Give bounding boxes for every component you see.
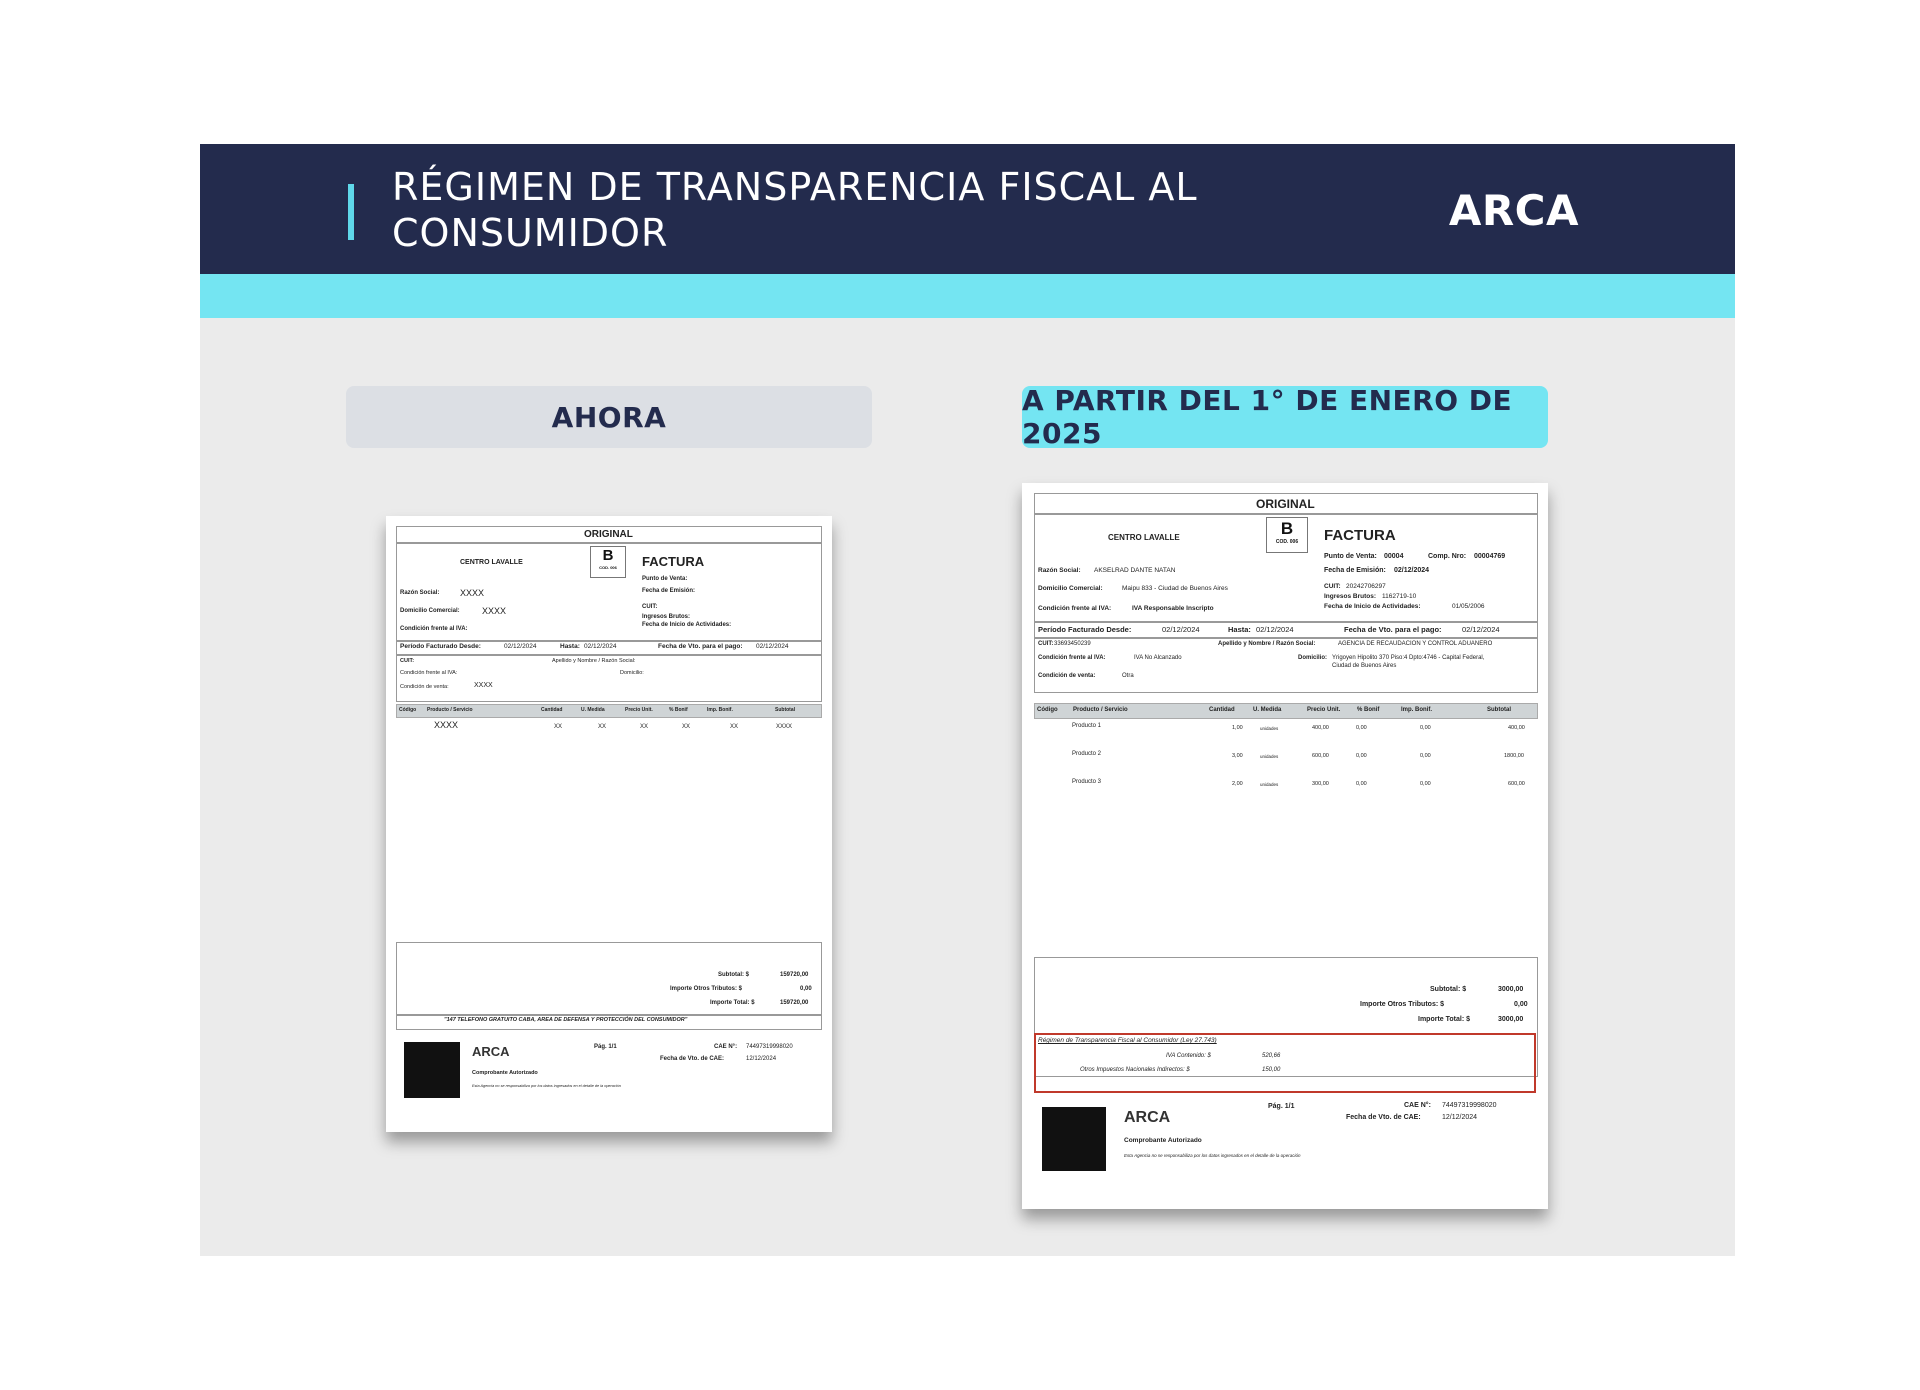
cae-label: CAE N°:: [714, 1044, 738, 1050]
col-cantidad: Cantidad: [1209, 707, 1235, 713]
disclaimer: Esta Agencia no se responsabiliza por los datos ingresados en el detalle de la operación: [472, 1084, 621, 1088]
condicion-venta-label: Condición de venta:: [400, 684, 449, 690]
client-iva-label: Condición frente al IVA:: [1038, 655, 1106, 661]
invoice-letter: B: [602, 547, 614, 564]
condicion-iva-label: Condición frente al IVA:: [400, 626, 468, 632]
label-from-2025: A PARTIR DEL 1° DE ENERO DE 2025: [1022, 386, 1548, 448]
periodo-desde-label: Período Facturado Desde:: [400, 643, 481, 650]
periodo-desde-value: 02/12/2024: [1162, 625, 1200, 634]
row-subtotal: 1800,00: [1504, 753, 1524, 759]
comprobante-autorizado: Comprobante Autorizado: [1124, 1137, 1202, 1144]
client-nombre-value: AGENCIA DE RECAUDACION Y CONTROL ADUANERO: [1338, 641, 1493, 647]
vto-pago-value: 02/12/2024: [756, 643, 789, 650]
fecha-emision-label: Fecha de Emisión:: [642, 588, 696, 594]
items-table-header: [396, 704, 822, 718]
cyan-stripe: [200, 274, 1735, 318]
cae-vto-label: Fecha de Vto. de CAE:: [1346, 1114, 1421, 1121]
invoice-letter-box: [590, 546, 626, 578]
cae-vto-label: Fecha de Vto. de CAE:: [660, 1056, 725, 1062]
hasta-value: 02/12/2024: [1256, 625, 1294, 634]
row-precio: 400,00: [1312, 725, 1329, 731]
comp-nro-value: 00004769: [1474, 553, 1506, 560]
domicilio-value: Maipu 833 - Ciudad de Buenos Aires: [1122, 585, 1228, 592]
row-cantidad: XX: [554, 724, 563, 730]
row-producto: Producto 1: [1072, 723, 1102, 729]
invoice-letter-box: [1266, 517, 1308, 553]
row-producto: Producto 3: [1072, 779, 1102, 785]
col-precio: Precio Unit.: [625, 707, 653, 713]
invoice-letter: B: [1280, 519, 1294, 538]
pagina: Pág. 1/1: [1268, 1103, 1295, 1110]
items-table-header: [1034, 703, 1538, 719]
col-bonif: % Bonif: [1357, 707, 1380, 713]
iva-contenido-label: IVA Contenido: $: [1166, 1053, 1211, 1059]
client-cuit-value: 33693450239: [1054, 641, 1091, 647]
row-subtotal: 400,00: [1508, 725, 1525, 731]
inicio-label: Fecha de Inicio de Actividades:: [1324, 603, 1421, 610]
invoice-current: [386, 516, 832, 1132]
row-bonif: 0,00: [1356, 753, 1367, 759]
invoice-letter-code: COD. 006: [1275, 539, 1299, 545]
total-label: Importe Total: $: [1418, 1016, 1470, 1023]
col-bonif: % Bonif: [669, 707, 688, 713]
footer-note: "147 TELEFONO GRATUITO CABA, AREA DE DEFENSA Y PROTECCIÓN DEL CONSUMIDOR": [444, 1017, 688, 1023]
pagina: Pág. 1/1: [594, 1044, 617, 1050]
row-producto: Producto 2: [1072, 751, 1102, 757]
client-iva-label: Condición frente al IVA:: [400, 670, 458, 676]
totals-box: [396, 942, 822, 1016]
col-codigo: Código: [399, 707, 417, 713]
row-umedida: unidades: [1260, 726, 1279, 731]
periodo-desde-label: Período Facturado Desde:: [1038, 625, 1132, 634]
condicion-venta-value: XXXX: [474, 682, 493, 689]
original-divider: [1034, 513, 1538, 515]
subtotal-label: Subtotal: $: [718, 972, 749, 978]
row-precio: 300,00: [1312, 781, 1329, 787]
row-bonif: 0,00: [1356, 781, 1367, 787]
condicion-venta-value: Otra: [1122, 673, 1134, 679]
row-impbonif: 0,00: [1420, 725, 1431, 731]
inicio-value: 01/05/2006: [1452, 603, 1485, 610]
razon-social-label: Razón Social:: [400, 590, 440, 596]
row-bonif: XX: [682, 724, 691, 730]
cae-value: 74497319998020: [1442, 1102, 1497, 1109]
client-domicilio-value-2: Ciudad de Buenos Aires: [1332, 663, 1397, 669]
transparencia-title: Régimen de Transparencia Fiscal al Consumidor (Ley 27.743): [1038, 1037, 1217, 1044]
cae-value: 74497319998020: [746, 1044, 793, 1050]
cae-vto-value: 12/12/2024: [1442, 1114, 1478, 1121]
label-now: AHORA: [346, 386, 872, 448]
client-cuit-label: CUIT:: [400, 658, 415, 664]
razon-social-value: XXXX: [460, 588, 485, 598]
accent-bar: [348, 184, 354, 240]
subtotal-label: Subtotal: $: [1430, 986, 1467, 993]
col-producto: Producto / Servicio: [1073, 707, 1128, 713]
iva-contenido-value: 520,66: [1262, 1053, 1281, 1059]
razon-social-label: Razón Social:: [1038, 567, 1081, 574]
row-precio: 600,00: [1312, 753, 1329, 759]
invoice-2025: [1022, 483, 1548, 1209]
invoice-letter-code: COD. 006: [599, 565, 617, 570]
col-umedida: U. Medida: [581, 707, 605, 713]
row-umedida: XX: [598, 724, 607, 730]
otros-tributos-label: Importe Otros Tributos: $: [1360, 1001, 1445, 1008]
col-subtotal: Subtotal: [775, 707, 795, 713]
punto-venta-label: Punto de Venta:: [642, 576, 688, 582]
col-producto: Producto / Servicio: [427, 707, 473, 713]
periodo-desde-value: 02/12/2024: [504, 643, 537, 650]
page-title: [392, 164, 1292, 256]
condicion-iva-label: Condición frente al IVA:: [1038, 605, 1112, 612]
doc-type: FACTURA: [1324, 527, 1396, 544]
col-subtotal: Subtotal: [1487, 707, 1511, 713]
row-umedida: unidades: [1260, 754, 1279, 759]
arca-logo: ARCA: [1124, 1109, 1171, 1126]
col-codigo: Código: [1037, 707, 1058, 713]
ingresos-brutos-value: 1162719-10: [1382, 593, 1417, 600]
otros-tributos-value: 0,00: [1514, 1001, 1528, 1008]
comprobante-autorizado: Comprobante Autorizado: [472, 1070, 538, 1076]
fecha-emision-value: 02/12/2024: [1394, 567, 1430, 574]
total-value: 3000,00: [1498, 1016, 1524, 1023]
row-impbonif: 0,00: [1420, 781, 1431, 787]
fecha-emision-label: Fecha de Emisión:: [1324, 567, 1386, 574]
vto-pago-label: Fecha de Vto. para el pago:: [1344, 625, 1442, 634]
qr-code-placeholder: [404, 1042, 460, 1098]
punto-venta-value: 00004: [1384, 553, 1404, 560]
comp-nro-label: Comp. Nro:: [1428, 553, 1467, 560]
row-impbonif: 0,00: [1420, 753, 1431, 759]
col-umedida: U. Medida: [1253, 707, 1282, 713]
row-precio: XX: [640, 724, 649, 730]
col-cantidad: Cantidad: [541, 707, 563, 713]
brand-logo: ARCA: [1448, 186, 1579, 235]
domicilio-value: XXXX: [482, 606, 507, 616]
total-label: Importe Total: $: [710, 1000, 755, 1006]
total-value: 159720,00: [780, 1000, 809, 1006]
subtotal-value: 159720,00: [780, 972, 809, 978]
original-label: ORIGINAL: [1256, 497, 1315, 511]
domicilio-label: Domicilio Comercial:: [1038, 585, 1103, 592]
slide: [200, 144, 1735, 1256]
client-domicilio-value: Yrigoyen Hipolito 370 Piso:4 Dpto:4746 - Capital Federal,: [1332, 655, 1485, 661]
row-subtotal: 600,00: [1508, 781, 1525, 787]
arca-logo: ARCA: [472, 1044, 510, 1059]
disclaimer: Esta Agencia no se responsabiliza por los datos ingresados en el detalle de la operación: [1124, 1153, 1301, 1158]
otros-impuestos-label: Otros Impuestos Nacionales Indirectos: $: [1080, 1067, 1190, 1073]
qr-code-placeholder: [1042, 1107, 1106, 1171]
cae-label: CAE N°:: [1404, 1102, 1431, 1109]
hasta-label: Hasta:: [560, 643, 580, 650]
client-domicilio-label: Domicilio:: [620, 670, 644, 676]
row-producto: XXXX: [434, 720, 459, 730]
cuit-label: CUIT:: [1324, 583, 1341, 590]
company-name: CENTRO LAVALLE: [460, 559, 523, 566]
condicion-venta-label: Condición de venta:: [1038, 673, 1096, 679]
title-line-1: RÉGIMEN DE TRANSPARENCIA FISCAL AL: [392, 165, 1198, 209]
doc-type: FACTURA: [642, 554, 705, 569]
title-line-2: CONSUMIDOR: [392, 211, 669, 255]
razon-social-value: AKSELRAD DANTE NATAN: [1094, 567, 1176, 574]
row-cantidad: 2,00: [1232, 781, 1243, 787]
client-nombre-label: Apellido y Nombre / Razón Social:: [1218, 641, 1316, 647]
punto-venta-label: Punto de Venta:: [1324, 553, 1377, 560]
col-impbonif: Imp. Bonif.: [1401, 707, 1432, 713]
otros-tributos-label: Importe Otros Tributos: $: [670, 986, 743, 992]
condicion-iva-value: IVA Responsable Inscripto: [1132, 605, 1214, 612]
row-cantidad: 1,00: [1232, 725, 1243, 731]
otros-tributos-value: 0,00: [800, 986, 812, 992]
subtotal-value: 3000,00: [1498, 986, 1524, 993]
ingresos-brutos-label: Ingresos Brutos:: [642, 614, 691, 620]
row-bonif: 0,00: [1356, 725, 1367, 731]
hasta-label: Hasta:: [1228, 625, 1251, 634]
client-cuit-label: CUIT:: [1038, 641, 1054, 647]
cuit-label: CUIT:: [642, 604, 658, 610]
inicio-actividades-label: Fecha de Inicio de Actividades:: [642, 622, 732, 628]
cuit-value: 20242706297: [1346, 583, 1386, 590]
original-divider: [396, 542, 822, 544]
col-precio: Precio Unit.: [1307, 707, 1341, 713]
original-label: ORIGINAL: [584, 529, 633, 540]
company-name: CENTRO LAVALLE: [1108, 533, 1180, 542]
row-umedida: unidades: [1260, 782, 1279, 787]
header-banner: [200, 144, 1735, 274]
col-impbonif: Imp. Bonif.: [707, 707, 733, 713]
ingresos-brutos-label: Ingresos Brutos:: [1324, 593, 1377, 600]
client-nombre-label: Apellido y Nombre / Razón Social:: [552, 658, 636, 664]
vto-pago-value: 02/12/2024: [1462, 625, 1500, 634]
domicilio-label: Domicilio Comercial:: [400, 608, 460, 614]
hasta-value: 02/12/2024: [584, 643, 617, 650]
client-domicilio-label: Domicilio:: [1298, 655, 1328, 661]
row-subtotal: XXXX: [776, 724, 793, 730]
cae-vto-value: 12/12/2024: [746, 1056, 777, 1062]
row-cantidad: 3,00: [1232, 753, 1243, 759]
row-impbonif: XX: [730, 724, 739, 730]
vto-pago-label: Fecha de Vto. para el pago:: [658, 643, 743, 650]
otros-impuestos-value: 150,00: [1262, 1067, 1281, 1073]
client-iva-value: IVA No Alcanzado: [1134, 655, 1182, 661]
